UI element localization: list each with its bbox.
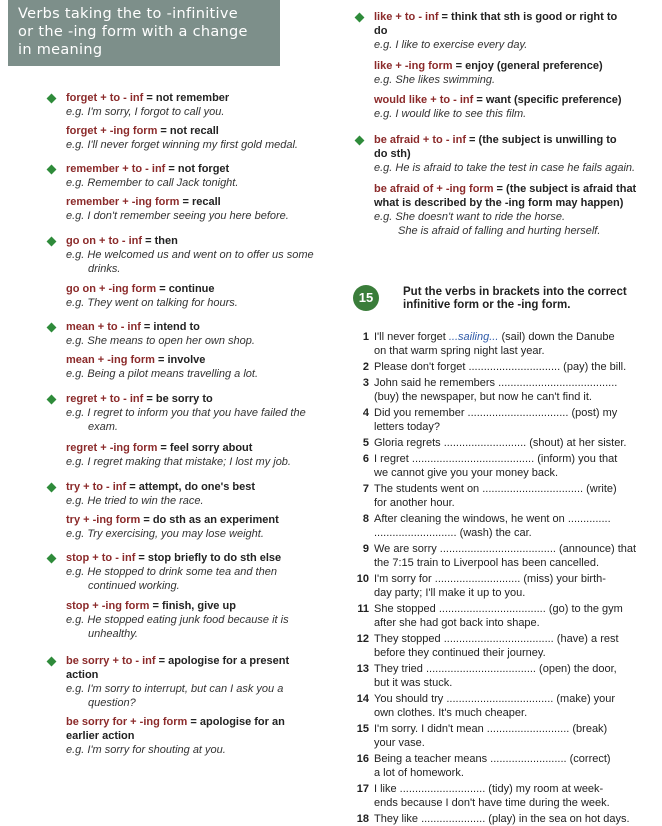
left-entry-stop-ing-example: unhealthy. bbox=[88, 628, 138, 640]
equals-sign: = bbox=[126, 481, 139, 493]
left-entry-goon-ing-rule bbox=[66, 282, 215, 296]
verb-pattern: remember + -ing form bbox=[66, 196, 180, 208]
exercise-item-number: 9 bbox=[362, 543, 369, 555]
exercise-item-18-text: They like ..................... (play) in the sea on hot days. bbox=[374, 813, 630, 825]
section-title-box bbox=[8, 0, 280, 66]
left-entry-mean-ing-example: e.g. Being a pilot means travelling a lot. bbox=[66, 368, 259, 380]
verb-meaning: then bbox=[154, 235, 178, 247]
exercise-item-6-text: we cannot give you your money back. bbox=[374, 467, 559, 479]
exercise-item-number: 2 bbox=[362, 361, 369, 373]
exercise-item-12-text: before they continued their journey. bbox=[374, 647, 546, 659]
equals-sign: = bbox=[142, 235, 155, 247]
verb-meaning: attempt, do one's best bbox=[138, 481, 256, 493]
verb-pattern: try + -ing form bbox=[66, 514, 141, 526]
bullet-diamond-icon bbox=[47, 237, 57, 247]
verb-pattern: stop + to - inf bbox=[66, 552, 136, 564]
right-entry-afraid-to-rule bbox=[374, 133, 617, 147]
exercise-item-16-text: Being a teacher means ......................... (correct) bbox=[374, 753, 611, 765]
verb-pattern: stop + -ing form bbox=[66, 600, 150, 612]
equals-sign: = bbox=[165, 163, 178, 175]
equals-sign: = bbox=[143, 92, 156, 104]
verb-meaning: not forget bbox=[177, 163, 230, 175]
exercise-item-number: 10 bbox=[356, 573, 369, 585]
verb-meaning: stop briefly to do sth else bbox=[147, 552, 282, 564]
exercise-item-number: 5 bbox=[362, 437, 369, 449]
equals-sign: = bbox=[473, 94, 486, 106]
verb-meaning: feel sorry about bbox=[169, 442, 253, 454]
exercise-item-9-text: the 7:15 train to Liverpool has been cancelled. bbox=[374, 557, 600, 569]
exercise-item-1-text: on that warm spring night last year. bbox=[374, 345, 545, 357]
exercise-item-16-text: a lot of homework. bbox=[374, 767, 464, 779]
equals-sign: = bbox=[135, 552, 148, 564]
verb-pattern: be sorry for + -ing form bbox=[66, 716, 188, 728]
exercise-item-6-text: I regret ........................................ (inform) you that bbox=[374, 453, 618, 465]
exercise-instruction-line-2: infinitive form or the -ing form. bbox=[403, 299, 571, 311]
exercise-item-5-text: Gloria regrets ........................... (shout) at her sister. bbox=[374, 437, 627, 449]
left-entry-besorry-to-rule bbox=[66, 654, 289, 668]
bullet-diamond-icon bbox=[355, 13, 365, 23]
exercise-item-number: 16 bbox=[356, 753, 369, 765]
left-entry-goon-to-example: drinks. bbox=[88, 263, 121, 275]
exercise-item-11-text: She stopped ................................... (go) to the gym bbox=[374, 603, 623, 615]
verb-meaning: want (specific preference) bbox=[485, 94, 622, 106]
left-entry-remember-to-rule bbox=[66, 162, 229, 176]
verb-pattern: like + -ing form bbox=[374, 60, 453, 72]
right-entry-like-ing-rule bbox=[374, 59, 603, 73]
verb-pattern: mean + -ing form bbox=[66, 354, 155, 366]
equals-sign: = bbox=[452, 60, 466, 72]
verb-pattern: forget + to - inf bbox=[66, 92, 144, 104]
left-entry-regret-to-example: exam. bbox=[88, 421, 118, 433]
exercise-item-number: 6 bbox=[362, 453, 369, 465]
right-entry-afraid-to-example: e.g. He is afraid to take the test in case he fails again. bbox=[374, 162, 636, 174]
right-entry-afraid-to-meaning-cont: do sth) bbox=[374, 148, 411, 160]
exercise-item-3-text: John said he remembers ....................................... bbox=[374, 377, 618, 389]
equals-sign: = bbox=[156, 283, 169, 295]
bullet-diamond-icon bbox=[47, 554, 57, 564]
exercise-item-1-text: I'll never forget ...sailing... (sail) down the Danube bbox=[374, 331, 615, 343]
exercise-item-number: 7 bbox=[362, 483, 369, 495]
equals-sign: = bbox=[187, 716, 200, 728]
right-entry-afraid-ing-rule bbox=[374, 182, 636, 196]
exercise-item-number: 4 bbox=[362, 407, 369, 419]
verb-pattern: be sorry + to - inf bbox=[66, 655, 156, 667]
left-entry-mean-to-example: e.g. She means to open her own shop. bbox=[66, 335, 255, 347]
verb-meaning: not recall bbox=[169, 125, 219, 137]
left-entry-stop-ing-example: e.g. He stopped eating junk food because it is bbox=[66, 614, 289, 626]
exercise-item-number: 17 bbox=[356, 783, 369, 795]
left-entry-mean-to-rule bbox=[66, 320, 200, 334]
verb-pattern: be afraid of + -ing form bbox=[374, 183, 494, 195]
left-entry-regret-to-example: e.g. I regret to inform you that you have failed the bbox=[66, 407, 306, 419]
verb-meaning: be sorry to bbox=[155, 393, 213, 405]
exercise-item-2-text: Please don't forget .............................. (pay) the bill. bbox=[374, 361, 627, 373]
equals-sign: = bbox=[155, 655, 169, 667]
exercise-item-10-text: I'm sorry for ............................ (miss) your birth- bbox=[374, 573, 606, 585]
bullet-diamond-icon bbox=[47, 94, 57, 104]
verb-pattern: go on + to - inf bbox=[66, 235, 143, 247]
exercise-item-number: 11 bbox=[357, 603, 369, 615]
verb-meaning: not remember bbox=[155, 92, 230, 104]
equals-sign: = bbox=[493, 183, 507, 195]
equals-sign: = bbox=[465, 134, 479, 146]
verb-meaning: recall bbox=[191, 196, 221, 208]
section-title-line-1: Verbs taking the to -infinitive bbox=[18, 6, 238, 22]
verb-meaning: enjoy (general preference) bbox=[465, 60, 603, 72]
verb-pattern: remember + to - inf bbox=[66, 163, 166, 175]
verb-meaning: (the subject is unwilling to bbox=[478, 134, 617, 146]
left-entry-remember-to-example: e.g. Remember to call Jack tonight. bbox=[66, 177, 239, 189]
bullet-diamond-icon bbox=[47, 395, 57, 405]
exercise-instruction-line-1: Put the verbs in brackets into the correct bbox=[403, 286, 627, 298]
bullet-diamond-icon bbox=[47, 165, 57, 175]
verb-pattern: forget + -ing form bbox=[66, 125, 158, 137]
verb-pattern: try + to - inf bbox=[66, 481, 127, 493]
right-entry-like-to-meaning-cont: do bbox=[374, 25, 388, 37]
verb-pattern: regret + to - inf bbox=[66, 393, 144, 405]
right-entry-afraid-ing-meaning-cont: what is described by the -ing form may happen) bbox=[374, 197, 624, 209]
left-entry-regret-ing-rule bbox=[66, 441, 252, 455]
left-entry-forget-to-example: e.g. I'm sorry, I forgot to call you. bbox=[66, 106, 225, 118]
exercise-item-15-text: I'm sorry. I didn't mean ........................... (break) bbox=[374, 723, 608, 735]
exercise-item-number: 12 bbox=[356, 633, 369, 645]
section-title-line-2: or the -ing form with a change bbox=[18, 24, 248, 40]
verb-pattern: regret + -ing form bbox=[66, 442, 158, 454]
exercise-number-badge: 15 bbox=[353, 285, 379, 311]
left-entry-try-to-example: e.g. He tried to win the race. bbox=[66, 495, 204, 507]
exercise-item-14-text: You should try ................................... (make) your bbox=[374, 693, 616, 705]
bullet-diamond-icon bbox=[47, 483, 57, 493]
exercise-item-7-text: for another hour. bbox=[374, 497, 455, 509]
left-entry-try-ing-rule bbox=[66, 513, 279, 527]
verb-pattern: like + to - inf bbox=[374, 11, 439, 23]
left-entry-forget-to-rule bbox=[66, 91, 229, 105]
left-entry-goon-ing-example: e.g. They went on talking for hours. bbox=[66, 297, 238, 309]
left-entry-besorry-to-example: question? bbox=[88, 697, 136, 709]
exercise-item-11-text: after she had got back into shape. bbox=[374, 617, 540, 629]
exercise-item-3-text: (buy) the newspaper, but now he can't find it. bbox=[374, 391, 592, 403]
exercise-item-14-text: own clothes. It's much cheaper. bbox=[374, 707, 528, 719]
verb-meaning: intend to bbox=[153, 321, 200, 333]
exercise-item-number: 3 bbox=[362, 377, 369, 389]
left-entry-besorry-ing-meaning-cont: earlier action bbox=[66, 730, 135, 742]
exercise-item-13-text: but it was stuck. bbox=[374, 677, 453, 689]
verb-meaning: (the subject is afraid that bbox=[506, 183, 637, 195]
exercise-item-10-text: day party; I'll make it up to you. bbox=[374, 587, 526, 599]
exercise-item-number: 18 bbox=[356, 813, 369, 825]
exercise-item-number: 15 bbox=[356, 723, 369, 735]
right-entry-like-to-rule bbox=[374, 10, 617, 24]
exercise-item-12-text: They stopped .................................... (have) a rest bbox=[374, 633, 619, 645]
left-entry-stop-to-example: continued working. bbox=[88, 580, 180, 592]
verb-meaning: do sth as an experiment bbox=[152, 514, 279, 526]
verb-pattern: mean + to - inf bbox=[66, 321, 141, 333]
right-entry-like-ing-example: e.g. She likes swimming. bbox=[374, 74, 496, 86]
left-entry-forget-ing-rule bbox=[66, 124, 219, 138]
verb-meaning: apologise for a present bbox=[168, 655, 290, 667]
exercise-item-17-text: ends because I don't have time during the week. bbox=[374, 797, 610, 809]
section-title-line-3: in meaning bbox=[18, 42, 103, 58]
left-entry-besorry-ing-rule bbox=[66, 715, 285, 729]
left-entry-goon-to-example: e.g. He welcomed us and went on to offer us some bbox=[66, 249, 314, 261]
verb-meaning: apologise for an bbox=[199, 716, 285, 728]
left-entry-regret-ing-example: e.g. I regret making that mistake; I lost my job. bbox=[66, 456, 291, 468]
exercise-item-9-text: We are sorry ...................................... (announce) that bbox=[374, 543, 637, 555]
bullet-diamond-icon bbox=[47, 657, 57, 667]
equals-sign: = bbox=[154, 354, 168, 366]
left-entry-forget-ing-example: e.g. I'll never forget winning my first gold medal. bbox=[66, 139, 298, 151]
bullet-diamond-icon bbox=[47, 323, 57, 333]
exercise-item-4-text: letters today? bbox=[374, 421, 441, 433]
exercise-item-number: 13 bbox=[356, 663, 369, 675]
equals-sign: = bbox=[438, 11, 452, 23]
exercise-item-4-text: Did you remember ................................. (post) my bbox=[374, 407, 618, 419]
left-entry-goon-to-rule bbox=[66, 234, 178, 248]
right-entry-wouldlike-example: e.g. I would like to see this film. bbox=[374, 108, 527, 120]
left-entry-try-ing-example: e.g. Try exercising, you may lose weight. bbox=[66, 528, 264, 540]
equals-sign: = bbox=[157, 442, 170, 454]
verb-pattern: go on + -ing form bbox=[66, 283, 157, 295]
sample-answer: ...sailing... bbox=[448, 331, 499, 343]
verb-pattern: would like + to - inf bbox=[374, 94, 474, 106]
left-entry-remember-ing-rule bbox=[66, 195, 221, 209]
exercise-item-number: 8 bbox=[362, 513, 369, 525]
left-entry-besorry-ing-example: e.g. I'm sorry for shouting at you. bbox=[66, 744, 226, 756]
exercise-item-number: 1 bbox=[362, 331, 369, 343]
bullet-diamond-icon bbox=[355, 136, 365, 146]
exercise-item-17-text: I like ............................ (tidy) my room at week- bbox=[374, 783, 604, 795]
left-entry-mean-ing-rule bbox=[66, 353, 205, 367]
exercise-item-7-text: The students went on ................................. (write) bbox=[374, 483, 617, 495]
verb-meaning: involve bbox=[167, 354, 206, 366]
equals-sign: = bbox=[149, 600, 162, 612]
left-entry-stop-ing-rule bbox=[66, 599, 236, 613]
left-entry-remember-ing-example: e.g. I don't remember seeing you here before. bbox=[66, 210, 289, 222]
left-entry-regret-to-rule bbox=[66, 392, 213, 406]
equals-sign: = bbox=[140, 321, 154, 333]
verb-pattern: be afraid + to - inf bbox=[374, 134, 466, 146]
exercise-item-13-text: They tried .................................... (open) the door, bbox=[374, 663, 617, 675]
verb-meaning: think that sth is good or right to bbox=[451, 11, 618, 23]
right-entry-wouldlike-rule bbox=[374, 93, 622, 107]
left-entry-try-to-rule bbox=[66, 480, 255, 494]
right-entry-like-to-example: e.g. I like to exercise every day. bbox=[374, 39, 528, 51]
exercise-item-8-text: ........................... (wash) the car. bbox=[374, 527, 532, 539]
right-entry-afraid-ing-example: e.g. She doesn't want to ride the horse. bbox=[374, 211, 566, 223]
equals-sign: = bbox=[143, 393, 156, 405]
exercise-item-8-text: After cleaning the windows, he went on .............. bbox=[374, 513, 611, 525]
verb-meaning: finish, give up bbox=[161, 600, 236, 612]
right-entry-afraid-ing-example-cont: She is afraid of falling and hurting herself. bbox=[398, 225, 601, 237]
left-entry-stop-to-example: e.g. He stopped to drink some tea and then bbox=[66, 566, 277, 578]
verb-meaning: continue bbox=[168, 283, 215, 295]
equals-sign: = bbox=[140, 514, 153, 526]
exercise-item-number: 14 bbox=[356, 693, 369, 705]
exercise-item-15-text: your vase. bbox=[374, 737, 425, 749]
left-entry-besorry-to-example: e.g. I'm sorry to interrupt, but can I ask you a bbox=[66, 683, 284, 695]
equals-sign: = bbox=[157, 125, 170, 137]
left-entry-stop-to-rule bbox=[66, 551, 281, 565]
equals-sign: = bbox=[179, 196, 192, 208]
left-entry-besorry-to-meaning-cont: action bbox=[66, 669, 99, 681]
